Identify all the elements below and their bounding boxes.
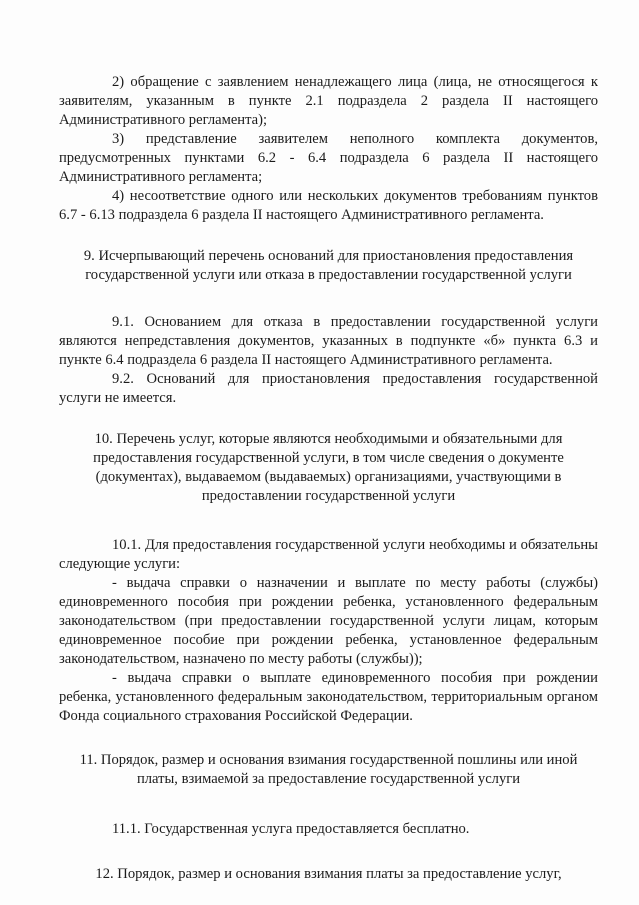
section-12-heading: 12. Порядок, размер и основания взимания платы за предоставление услуг, [95, 866, 562, 882]
paragraph-11-1: 11.1. Государственная услуга предоставляется бесплатно. [112, 821, 470, 837]
paragraph-9-1: 9.1. Основанием для отказа в предоставлении государственной услуги являются непредставления документов, указанных в подпункте «б» пункта 6.3 и пункте 6.4 подраздела 6 раздела II настоящего Административного регламента. [59, 314, 598, 368]
list-item: 2) обращение с заявлением ненадлежащего лица (лица, не относящегося к заявителям, указанным в пункте 2.1 подраздела 2 раздела II настоящего Административного регламента); [59, 74, 598, 128]
section-9-heading: 9. Исчерпывающий перечень оснований для приостановления предоставления государственной услуги или отказа в предоставлении государственной услуги [83, 248, 574, 283]
section-11-heading: 11. Порядок, размер и основания взимания государственной пошлины или иной платы, взимаемой за предоставление государственной услуги [79, 752, 578, 787]
list-item: 3) представление заявителем неполного комплекта документов, предусмотренных пунктами 6.2 - 6.4 подраздела 6 раздела II настоящего Административного регламента; [59, 131, 598, 185]
document-body [59, 73, 598, 884]
list-item: - выдача справки о выплате единовременного пособия при рождении ребенка, установленного федеральным законодательством, территориальным органом Фонда социального страхования Российской Федерации. [59, 670, 598, 724]
paragraph-9-2: 9.2. Оснований для приостановления предоставления государственной услуги не имеется. [59, 371, 598, 406]
paragraph-10-1: 10.1. Для предоставления государственной услуги необходимы и обязательны следующие услуги: [59, 537, 598, 572]
list-item: - выдача справки о назначении и выплате по месту работы (службы) единовременного пособия при рождении ребенка, установленного федеральным законодательством (при предоставлении государственной услуги лицам, которым единовременное пособие при рождении ребенка, установленное федеральным законодательством, назначено по месту работы (службы)); [59, 575, 598, 667]
list-item: 4) несоответствие одного или нескольких документов требованиям пунктов 6.7 - 6.13 подраздела 6 раздела II настоящего Административного регламента. [59, 188, 598, 223]
section-10-heading: 10. Перечень услуг, которые являются необходимыми и обязательными для предоставления государственной услуги, в том числе сведения о документе (документах), выдаваемом (выдаваемых) организациями, участвующими в предоставлении государственной услуги [93, 431, 564, 504]
